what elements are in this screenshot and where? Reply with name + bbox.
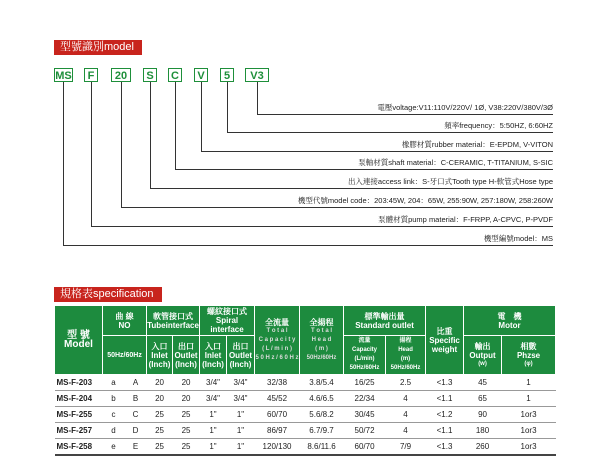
table-cell-shead: 4 — [386, 407, 426, 423]
table-cell-sout: 1" — [227, 423, 255, 439]
table-cell-c50: e — [103, 439, 125, 456]
table-cell-c60: B — [125, 391, 147, 407]
leader-model-v — [63, 82, 64, 245]
th-phase-en: Phzse — [516, 350, 541, 360]
leader-voltage-v — [257, 82, 258, 114]
th-head-en: T o t a l — [311, 327, 333, 334]
header-row-1 — [55, 306, 556, 336]
th-tube-out-cn: 出口 — [178, 341, 195, 351]
table-cell-flow: 45/52 — [255, 391, 300, 407]
table-cell-sg: <1.3 — [426, 439, 464, 456]
th-phase-unit: (φ) — [524, 360, 533, 367]
th-std-cap-cn: 流量 — [358, 338, 371, 344]
table-cell-shead: 4 — [386, 391, 426, 407]
table-cell-ph: 1or3 — [502, 423, 556, 439]
leader-modelcode-v — [121, 82, 122, 207]
th-sg-en: Specific — [429, 335, 460, 345]
leader-rubber-h — [201, 151, 553, 152]
th-head — [300, 306, 344, 375]
table-cell-sin: 3/4" — [200, 391, 227, 407]
th-tube-cn: 軟管接口式 — [153, 311, 194, 321]
table-cell-flow: 86/97 — [255, 423, 300, 439]
code-box-f: F — [84, 68, 98, 82]
th-std-head-cn: 揚程 — [399, 338, 412, 344]
leader-access-v — [150, 82, 151, 188]
table-cell-tout: 25 — [173, 439, 200, 456]
table-cell-ph: 1or3 — [502, 407, 556, 423]
table-cell-tin: 25 — [147, 439, 173, 456]
th-phase-cn: 相數 — [520, 341, 537, 351]
table-cell-c50: d — [103, 423, 125, 439]
table-row — [55, 407, 556, 423]
table-cell-tout: 25 — [173, 407, 200, 423]
desc-shaft: 泵軸材質shaft material：C-CERAMIC, T-TITANIUM, S-SIC — [358, 158, 553, 167]
leader-pump-v — [91, 82, 92, 226]
th-std-cap-en: Capacity — [352, 347, 378, 353]
leader-voltage-h — [257, 114, 553, 115]
th-tube-outlet — [173, 336, 200, 375]
table-cell-cap: 30/45 — [344, 407, 386, 423]
table-cell-out: 180 — [464, 423, 502, 439]
th-motor-cn: 電 機 — [497, 311, 522, 321]
table-cell-out: 260 — [464, 439, 502, 456]
th-model-cn: 型 號 — [67, 330, 90, 341]
table-cell-c60: E — [125, 439, 147, 456]
code-box-c: C — [168, 68, 182, 82]
table-cell-ph: 1or3 — [502, 439, 556, 456]
table-cell-c60: A — [125, 375, 147, 391]
th-spiral — [200, 306, 255, 336]
th-tube-en: Tubeinterface — [147, 320, 199, 330]
table-cell-cap: 60/70 — [344, 439, 386, 456]
th-specific-weight — [426, 306, 464, 375]
desc-model-code: 機型代號model code：203:45W, 204：65W, 255:90W, 257:180W, 258:260W — [297, 196, 553, 205]
table-cell-sin: 1" — [200, 439, 227, 456]
table-cell-flow: 120/130 — [255, 439, 300, 456]
desc-pump: 泵體材質pump material：F-FRPP, A-CPVC, P-PVDF — [378, 215, 553, 224]
leader-model-h — [63, 245, 553, 246]
table-cell-sg: <1.2 — [426, 407, 464, 423]
table-cell-shead: 2.5 — [386, 375, 426, 391]
model-section-title: 型號識別model — [54, 40, 142, 55]
table-cell-sout: 3/4" — [227, 375, 255, 391]
table-cell-sout: 3/4" — [227, 391, 255, 407]
th-std-cn: 標準輸出量 — [364, 311, 405, 321]
table-cell-head: 3.8/5.4 — [300, 375, 344, 391]
table-cell-model: MS-F-203 — [55, 375, 103, 391]
th-flow-unit: ( L / m i n ) — [262, 345, 292, 352]
table-cell-head: 6.7/9.7 — [300, 423, 344, 439]
table-row — [55, 439, 556, 456]
th-curve — [103, 306, 147, 336]
table-cell-head: 5.6/8.2 — [300, 407, 344, 423]
desc-voltage: 電壓voltage:V11:110V/220V/ 1Ø, V38:220V/380V/3Ø — [377, 103, 553, 112]
table-cell-tout: 20 — [173, 375, 200, 391]
table-cell-model: MS-F-257 — [55, 423, 103, 439]
spec-table — [54, 305, 556, 456]
th-std-capacity — [344, 336, 386, 375]
table-cell-c50: b — [103, 391, 125, 407]
table-cell-out: 65 — [464, 391, 502, 407]
table-cell-tin: 20 — [147, 375, 173, 391]
table-cell-c60: D — [125, 423, 147, 439]
table-cell-tin: 25 — [147, 407, 173, 423]
th-sg-en2: weight — [431, 344, 458, 354]
table-cell-c50: a — [103, 375, 125, 391]
desc-model: 機型編號model：MS — [483, 234, 553, 243]
table-cell-out: 45 — [464, 375, 502, 391]
table-cell-cap: 50/72 — [344, 423, 386, 439]
table-cell-flow: 60/70 — [255, 407, 300, 423]
table-cell-shead: 4 — [386, 423, 426, 439]
th-tube-in-cn: 入口 — [151, 341, 168, 351]
table-cell-cap: 16/25 — [344, 375, 386, 391]
table-cell-model: MS-F-204 — [55, 391, 103, 407]
table-cell-ph: 1 — [502, 391, 556, 407]
table-cell-tout: 20 — [173, 391, 200, 407]
table-cell-sin: 1" — [200, 407, 227, 423]
th-spiral-in-cn: 入口 — [205, 341, 222, 351]
th-spiral-in-en: Inlet — [204, 350, 222, 360]
table-cell-sout: 1" — [227, 407, 255, 423]
leader-rubber-v — [201, 82, 202, 151]
th-sg-cn: 比重 — [436, 326, 453, 336]
th-spiral-in-unit: (Inch) — [202, 359, 224, 369]
th-spiral-outlet — [227, 336, 255, 375]
th-phase — [502, 336, 556, 375]
table-cell-tout: 25 — [173, 423, 200, 439]
th-tube — [147, 306, 200, 336]
table-row — [55, 423, 556, 439]
th-tube-in-unit: (Inch) — [148, 359, 171, 369]
th-spiral-out-cn: 出口 — [232, 341, 249, 351]
th-freq — [103, 336, 147, 375]
th-standard — [344, 306, 426, 336]
leader-modelcode-h — [121, 207, 553, 208]
th-spiral-inlet — [200, 336, 227, 375]
table-cell-c50: c — [103, 407, 125, 423]
table-cell-out: 90 — [464, 407, 502, 423]
th-std-head-en: Head — [398, 347, 413, 353]
th-freq-text: 50Hz/60Hz — [107, 351, 142, 359]
table-cell-sg: <1.1 — [426, 391, 464, 407]
desc-frequency: 頻率frequency：5:50HZ, 6:60HZ — [444, 121, 553, 130]
th-std-cap-freq: 50Hz/60Hz — [349, 365, 380, 371]
code-box-5: 5 — [220, 68, 234, 82]
th-std-en: Standard outlet — [355, 320, 414, 330]
th-flow-freq: 5 0 H z / 6 0 H z — [255, 354, 299, 361]
code-box-20: 20 — [111, 68, 131, 82]
th-spiral-cn: 螺紋接口式 — [207, 307, 248, 316]
th-std-cap-unit: (L/min) — [354, 356, 375, 362]
leader-shaft-h — [175, 169, 553, 170]
th-tube-out-en: Outlet — [174, 350, 198, 360]
table-cell-sg: <1.3 — [426, 375, 464, 391]
th-head-unit: ( m ) — [315, 345, 328, 352]
spec-table-body — [55, 375, 556, 456]
table-cell-tin: 20 — [147, 391, 173, 407]
th-tube-out-unit: (Inch) — [175, 359, 197, 369]
table-cell-sin: 3/4" — [200, 375, 227, 391]
th-model-en: Model — [64, 339, 93, 350]
th-head-en2: H e a d — [311, 336, 332, 343]
table-cell-model: MS-F-255 — [55, 407, 103, 423]
table-cell-model: MS-F-258 — [55, 439, 103, 456]
code-box-ms: MS — [55, 70, 72, 82]
th-flow-cn: 全流量 — [265, 317, 290, 327]
code-box-s: S — [143, 68, 157, 82]
th-motor-en: Motor — [498, 320, 521, 330]
desc-access: 出入連接access link：S-牙口式Tooth type H-軟管式Hose type — [347, 177, 553, 186]
th-std-head-unit: (m) — [400, 356, 411, 362]
th-output — [464, 336, 502, 375]
th-motor — [464, 306, 556, 336]
table-cell-sout: 1" — [227, 439, 255, 456]
spec-section-title: 規格表specification — [54, 287, 162, 302]
table-cell-ph: 1 — [502, 375, 556, 391]
table-cell-c60: C — [125, 407, 147, 423]
table-cell-cap: 22/34 — [344, 391, 386, 407]
table-cell-shead: 7/9 — [386, 439, 426, 456]
table-cell-head: 4.6/6.5 — [300, 391, 344, 407]
th-head-cn: 全揚程 — [309, 317, 334, 327]
th-output-unit: (w) — [478, 360, 487, 367]
table-cell-head: 8.6/11.6 — [300, 439, 344, 456]
th-flow-en2: C a p a c i t y — [258, 336, 296, 343]
th-std-head-freq: 50Hz/60Hz — [390, 365, 421, 371]
leader-shaft-v — [175, 82, 176, 169]
th-spiral-en: Spiral interface — [210, 316, 244, 334]
table-cell-flow: 32/38 — [255, 375, 300, 391]
leader-pump-h — [91, 226, 553, 227]
th-tube-in-en: Inlet — [151, 350, 168, 360]
th-flow — [255, 306, 300, 375]
table-cell-sg: <1.1 — [426, 423, 464, 439]
th-head-freq: 50Hz/60Hz — [306, 354, 337, 361]
th-model — [55, 306, 103, 375]
th-std-head — [386, 336, 426, 375]
code-box-v3: V3 — [245, 68, 269, 82]
table-row — [55, 391, 556, 407]
leader-frequency-h — [227, 132, 553, 133]
th-spiral-out-unit: (Inch) — [229, 359, 252, 369]
table-row — [55, 375, 556, 391]
th-output-en: Output — [469, 350, 496, 360]
table-cell-sin: 1" — [200, 423, 227, 439]
code-box-v: V — [194, 68, 208, 82]
th-output-cn: 輸出 — [474, 341, 491, 351]
th-flow-en: T o t a l — [266, 327, 288, 334]
th-spiral-out-en: Outlet — [228, 350, 253, 360]
table-cell-tin: 25 — [147, 423, 173, 439]
th-curve-cn: 曲 線 — [115, 311, 134, 321]
desc-rubber: 橡膠材質rubber material：E-EPDM, V-VITON — [401, 140, 553, 149]
th-curve-en: NO — [118, 320, 131, 330]
leader-access-h — [150, 188, 553, 189]
th-tube-inlet — [147, 336, 173, 375]
leader-frequency-v — [227, 82, 228, 132]
